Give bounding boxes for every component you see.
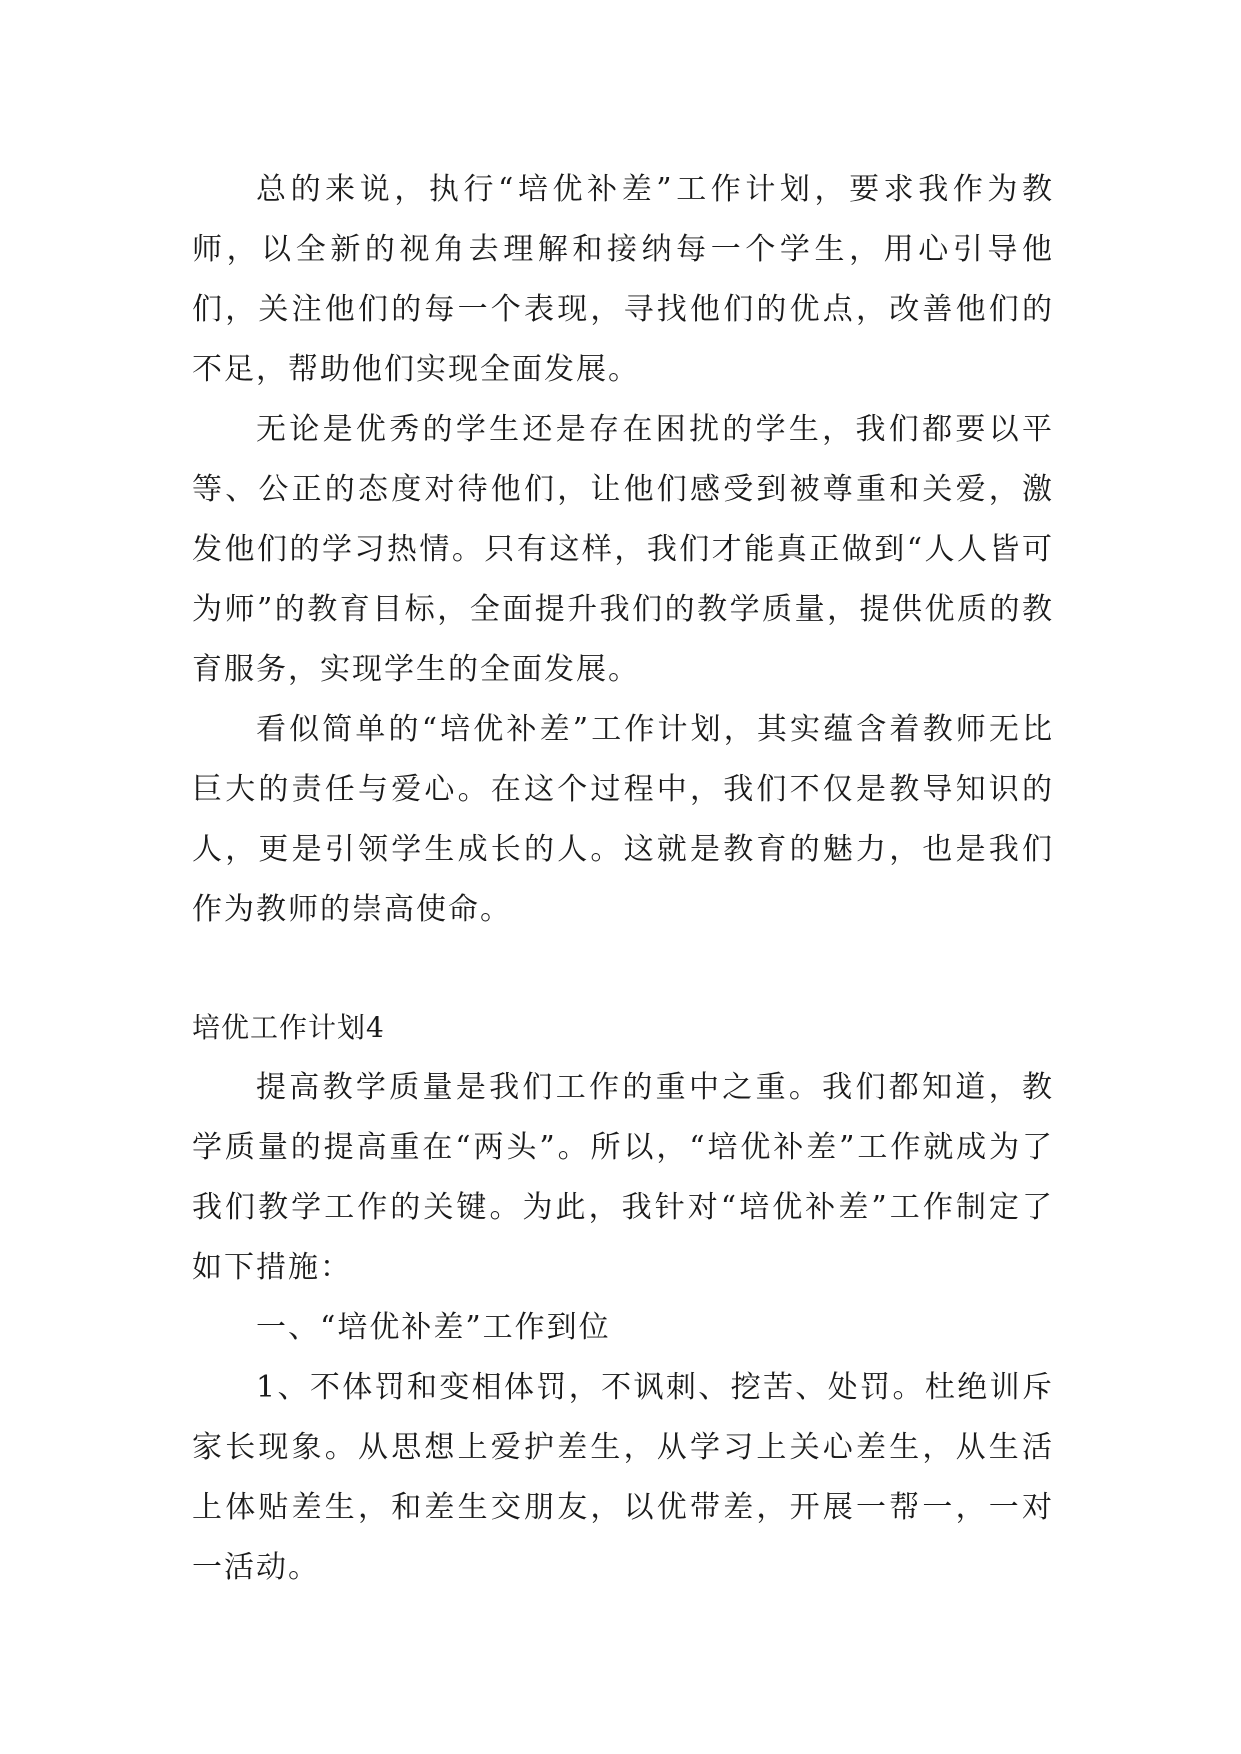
paragraph-teaching-quality: 提高教学质量是我们工作的重中之重。我们都知道，教学质量的提高重在“两头”。所以，“培优补差”工作就成为了我们教学工作的关键。为此，我针对“培优补差”工作制定了如下措施： <box>192 1070 1054 1285</box>
paragraph-summary: 总的来说，执行“培优补差”工作计划，要求我作为教师，以全新的视角去理解和接纳每一个学生，用心引导他们，关注他们的每一个表现，寻找他们的优点，改善他们的不足，帮助他们实现全面发展。 <box>192 172 1054 387</box>
paragraph-equal-treatment: 无论是优秀的学生还是存在困扰的学生，我们都要以平等、公正的态度对待他们，让他们感受到被尊重和关爱，激发他们的学习热情。只有这样，我们才能真正做到“人人皆可为师”的教育目标，全面提升我们的教学质量，提供优质的教育服务，实现学生的全面发展。 <box>192 412 1054 687</box>
section-spacer <box>192 940 1054 998</box>
section-title: 培优工作计划4 <box>192 1011 385 1044</box>
paragraph-measure-1: 1、不体罚和变相体罚，不讽刺、挖苦、处罚。杜绝训斥家长现象。从思想上爱护差生，从学习上关心差生，从生活上体贴差生，和差生交朋友，以优带差，开展一帮一，一对一活动。 <box>192 1370 1054 1585</box>
subheading-measures: 一、“培优补差”工作到位 <box>256 1310 611 1345</box>
document-page <box>192 160 1054 1598</box>
paragraph-responsibility: 看似简单的“培优补差”工作计划，其实蕴含着教师无比巨大的责任与爱心。在这个过程中，我们不仅是教导知识的人，更是引领学生成长的人。这就是教育的魅力，也是我们作为教师的崇高使命。 <box>192 712 1054 927</box>
